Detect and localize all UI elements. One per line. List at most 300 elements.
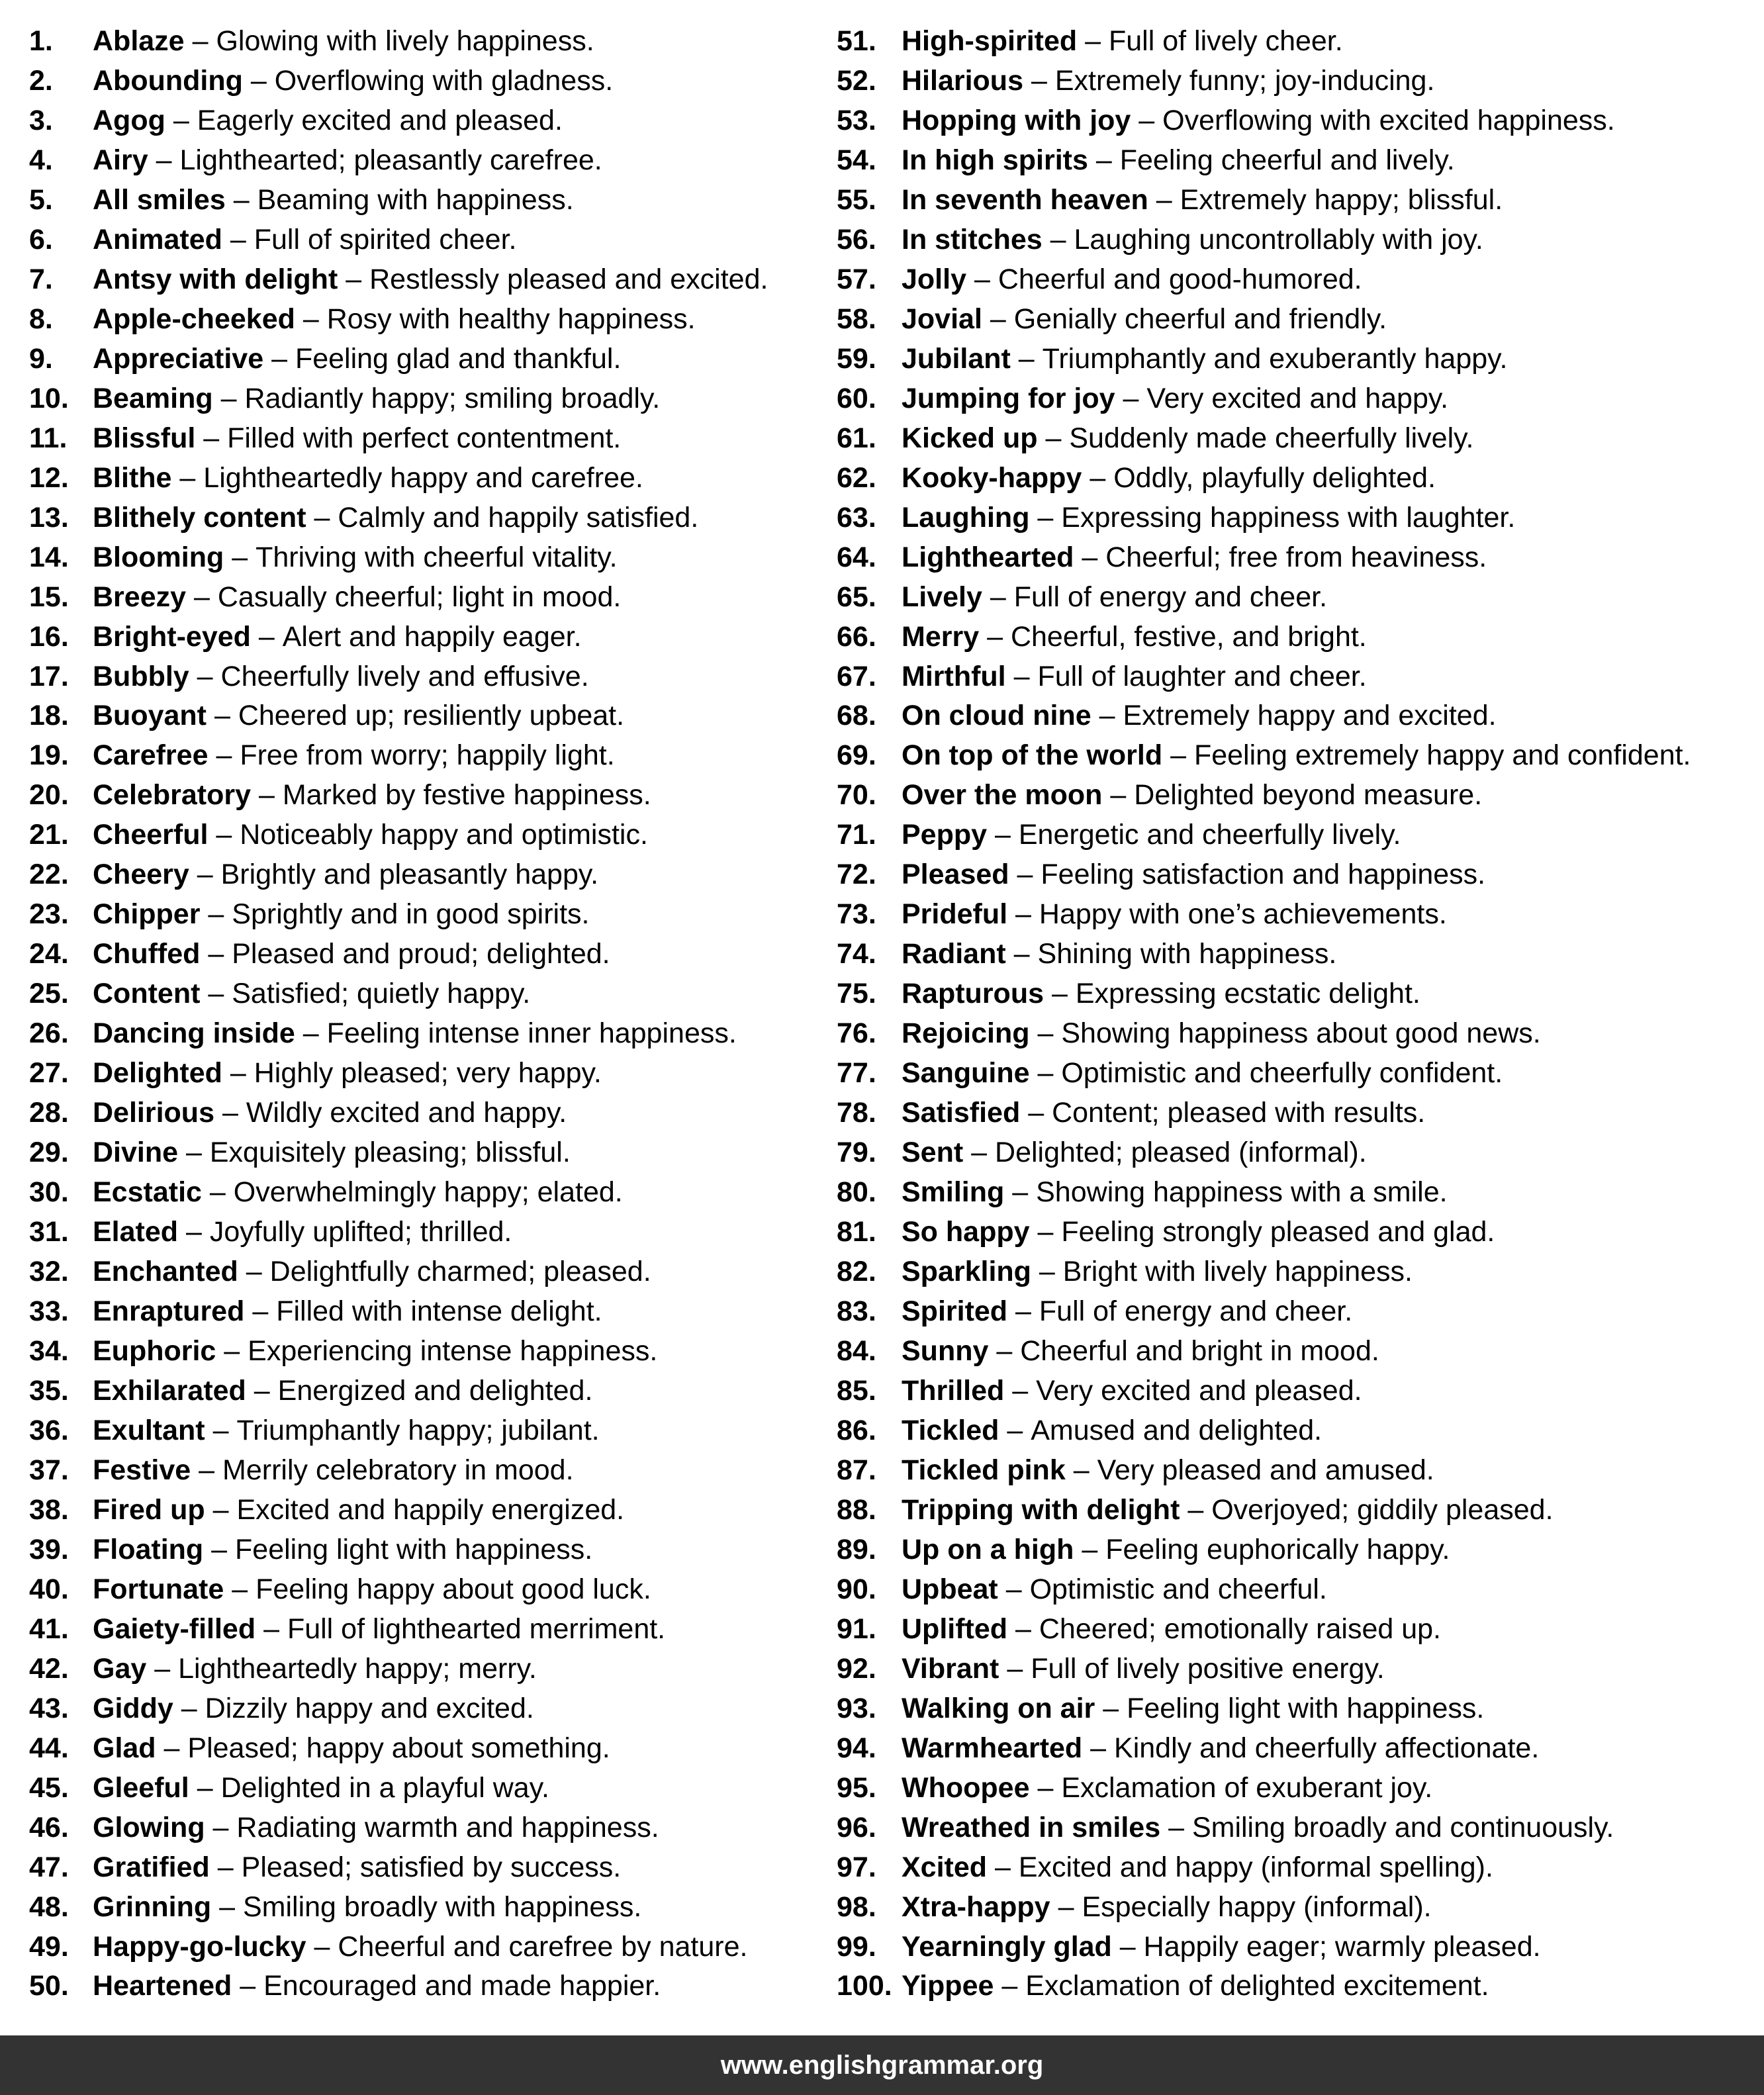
- item-number: 7.: [29, 263, 53, 295]
- item-number: 30.: [29, 1176, 69, 1209]
- item-number: 95.: [837, 1771, 876, 1804]
- item-definition: Full of lighthearted merriment.: [287, 1612, 666, 1645]
- item-separator: –: [230, 223, 246, 256]
- item-number: 8.: [29, 303, 53, 335]
- item-number: 92.: [837, 1652, 876, 1685]
- list-item: [837, 1134, 1691, 1174]
- item-separator: –: [271, 342, 287, 375]
- list-item: [837, 1809, 1691, 1849]
- item-term: Tripping with delight: [902, 1493, 1180, 1526]
- item-definition: Extremely funny; joy-inducing.: [1054, 64, 1435, 97]
- item-number: 24.: [29, 938, 69, 970]
- item-definition: Thriving with cheerful vitality.: [255, 541, 618, 573]
- item-number: 19.: [29, 739, 69, 772]
- item-term: Lighthearted: [902, 541, 1074, 573]
- item-separator: –: [209, 1176, 226, 1209]
- item-number: 94.: [837, 1732, 876, 1764]
- list-item: [837, 62, 1691, 102]
- list-item: [837, 221, 1691, 261]
- item-separator: –: [240, 1970, 256, 2002]
- list-item: [837, 935, 1691, 975]
- item-number: 81.: [837, 1216, 876, 1248]
- item-separator: –: [246, 1256, 262, 1288]
- item-term: Gaiety-filled: [93, 1612, 256, 1645]
- item-separator: –: [974, 263, 990, 295]
- item-term: Warmhearted: [902, 1732, 1083, 1764]
- item-term: Exhilarated: [93, 1374, 246, 1407]
- item-separator: –: [197, 660, 213, 692]
- footer-website-url: www.englishgrammar.org: [720, 2050, 1044, 2080]
- item-number: 98.: [837, 1890, 876, 1923]
- item-term: Jumping for joy: [902, 382, 1115, 414]
- item-separator: –: [179, 461, 196, 494]
- list-item: [29, 1134, 768, 1174]
- item-separator: –: [1017, 859, 1033, 891]
- list-item: [29, 579, 768, 618]
- item-separator: –: [186, 1137, 202, 1169]
- list-item: [29, 1809, 768, 1849]
- item-term: On cloud nine: [902, 700, 1091, 732]
- item-number: 31.: [29, 1216, 69, 1248]
- item-separator: –: [211, 1533, 228, 1565]
- item-separator: –: [990, 303, 1006, 335]
- item-term: Blithely content: [93, 501, 306, 534]
- item-number: 33.: [29, 1295, 69, 1327]
- list-item: [29, 1769, 768, 1809]
- item-term: On top of the world: [902, 739, 1163, 772]
- item-separator: –: [217, 1851, 234, 1883]
- list-item: [29, 816, 768, 856]
- item-term: Xcited: [902, 1851, 988, 1883]
- list-item: [837, 1372, 1691, 1412]
- item-term: Gleeful: [93, 1771, 189, 1804]
- item-definition: Cheerfully lively and effusive.: [220, 660, 589, 692]
- item-number: 49.: [29, 1930, 69, 1963]
- list-item: [29, 1174, 768, 1213]
- item-number: 50.: [29, 1970, 69, 2002]
- list-item: [29, 62, 768, 102]
- item-definition: Expressing ecstatic delight.: [1075, 978, 1420, 1010]
- item-separator: –: [1015, 1295, 1031, 1327]
- item-separator: –: [220, 382, 237, 414]
- item-term: In high spirits: [902, 144, 1088, 176]
- list-item: [29, 1491, 768, 1531]
- list-item: [837, 975, 1691, 1015]
- item-definition: Feeling intense inner happiness.: [326, 1017, 737, 1050]
- item-separator: –: [1012, 1374, 1029, 1407]
- list-item: [837, 1054, 1691, 1094]
- item-separator: –: [1012, 1176, 1029, 1209]
- item-definition: Pleased and proud; delighted.: [232, 938, 610, 970]
- item-definition: Pleased; happy about something.: [187, 1732, 610, 1764]
- item-term: Glad: [93, 1732, 156, 1764]
- item-number: 2.: [29, 64, 53, 97]
- item-term: Walking on air: [902, 1692, 1095, 1724]
- item-definition: Extremely happy and excited.: [1123, 700, 1497, 732]
- list-item: [29, 618, 768, 658]
- item-definition: Genially cheerful and friendly.: [1013, 303, 1387, 335]
- item-definition: Smiling broadly and continuously.: [1191, 1811, 1614, 1843]
- list-item: [29, 23, 768, 62]
- list-item: [837, 380, 1691, 420]
- item-definition: Overwhelmingly happy; elated.: [233, 1176, 623, 1209]
- item-number: 16.: [29, 620, 69, 653]
- list-item: [837, 23, 1691, 62]
- item-term: Festive: [93, 1454, 191, 1486]
- list-item: [29, 856, 768, 896]
- item-term: Enraptured: [93, 1295, 245, 1327]
- item-definition: Lightheartedly happy; merry.: [178, 1652, 537, 1685]
- item-separator: –: [219, 1890, 236, 1923]
- item-number: 99.: [837, 1930, 876, 1963]
- item-number: 85.: [837, 1374, 876, 1407]
- item-separator: –: [1018, 342, 1035, 375]
- item-separator: –: [1015, 1612, 1031, 1645]
- item-separator: –: [199, 1454, 215, 1486]
- list-item: [837, 1332, 1691, 1372]
- item-separator: –: [995, 1851, 1011, 1883]
- item-definition: Triumphantly and exuberantly happy.: [1042, 342, 1508, 375]
- list-item: [837, 1849, 1691, 1888]
- item-term: Carefree: [93, 739, 209, 772]
- item-definition: Full of energy and cheer.: [1013, 581, 1328, 613]
- item-separator: –: [1090, 461, 1106, 494]
- item-definition: Excited and happily energized.: [236, 1493, 625, 1526]
- item-definition: Showing happiness with a smile.: [1036, 1176, 1448, 1209]
- item-term: Cheery: [93, 859, 189, 891]
- item-separator: –: [1082, 1533, 1098, 1565]
- item-term: Sanguine: [902, 1057, 1030, 1090]
- item-term: Giddy: [93, 1692, 173, 1724]
- item-separator: –: [224, 1334, 240, 1367]
- item-definition: Glowing with lively happiness.: [216, 25, 594, 57]
- list-item: [837, 1690, 1691, 1730]
- list-item: [29, 1531, 768, 1571]
- item-number: 83.: [837, 1295, 876, 1327]
- item-definition: Highly pleased; very happy.: [254, 1057, 602, 1090]
- item-separator: –: [222, 1097, 238, 1129]
- list-item: [837, 1094, 1691, 1134]
- item-separator: –: [208, 938, 224, 970]
- item-separator: –: [1007, 1652, 1023, 1685]
- item-definition: Dizzily happy and excited.: [205, 1692, 534, 1724]
- item-term: Beaming: [93, 382, 213, 414]
- item-definition: Exquisitely pleasing; blissful.: [209, 1137, 571, 1169]
- item-separator: –: [212, 1811, 229, 1843]
- item-definition: Beaming with happiness.: [257, 183, 574, 216]
- item-separator: –: [214, 700, 230, 732]
- item-definition: Delighted beyond measure.: [1134, 779, 1483, 812]
- item-number: 91.: [837, 1612, 876, 1645]
- item-separator: –: [1045, 422, 1062, 454]
- list-item: [837, 1888, 1691, 1928]
- item-separator: –: [1095, 144, 1112, 176]
- list-item: [837, 1928, 1691, 1968]
- item-term: Bright-eyed: [93, 620, 251, 653]
- item-number: 89.: [837, 1533, 876, 1565]
- list-item: [29, 1332, 768, 1372]
- item-definition: Cheered up; resiliently upbeat.: [238, 700, 625, 732]
- item-separator: –: [1013, 660, 1030, 692]
- item-number: 45.: [29, 1771, 69, 1804]
- item-definition: Feeling strongly pleased and glad.: [1061, 1216, 1495, 1248]
- item-number: 41.: [29, 1612, 69, 1645]
- item-separator: –: [1082, 541, 1098, 573]
- item-definition: Radiating warmth and happiness.: [236, 1811, 659, 1843]
- item-number: 67.: [837, 660, 876, 692]
- item-number: 61.: [837, 422, 876, 454]
- item-separator: –: [230, 1057, 246, 1090]
- item-number: 36.: [29, 1414, 69, 1446]
- item-number: 48.: [29, 1890, 69, 1923]
- list-item: [837, 737, 1691, 776]
- list-item: [837, 1015, 1691, 1054]
- item-number: 34.: [29, 1334, 69, 1367]
- item-separator: –: [1051, 978, 1068, 1010]
- item-term: Jubilant: [902, 342, 1011, 375]
- list-item: [837, 539, 1691, 579]
- item-term: Fortunate: [93, 1573, 224, 1605]
- list-item: [29, 1412, 768, 1452]
- item-number: 87.: [837, 1454, 876, 1486]
- item-separator: –: [1138, 104, 1155, 136]
- item-definition: Shining with happiness.: [1037, 938, 1337, 970]
- item-term: Appreciative: [93, 342, 264, 375]
- item-separator: –: [1007, 1414, 1023, 1446]
- item-term: Rapturous: [902, 978, 1044, 1010]
- item-term: Wreathed in smiles: [902, 1811, 1161, 1843]
- list-item: [29, 737, 768, 776]
- item-term: Abounding: [93, 64, 243, 97]
- item-term: Antsy with delight: [93, 263, 338, 295]
- item-definition: Alert and happily eager.: [282, 620, 582, 653]
- list-item: [29, 499, 768, 539]
- list-item: [29, 142, 768, 181]
- item-term: Pleased: [902, 859, 1009, 891]
- item-separator: –: [250, 64, 267, 97]
- list-item: [837, 1452, 1691, 1491]
- item-definition: Bright with lively happiness.: [1062, 1256, 1413, 1288]
- item-definition: Especially happy (informal).: [1082, 1890, 1432, 1923]
- item-number: 97.: [837, 1851, 876, 1883]
- list-item: [837, 1571, 1691, 1610]
- item-term: Jolly: [902, 263, 966, 295]
- list-item: [837, 1293, 1691, 1332]
- item-separator: –: [346, 263, 362, 295]
- item-separator: –: [216, 739, 232, 772]
- list-item: [29, 420, 768, 459]
- item-definition: Energetic and cheerfully lively.: [1018, 819, 1401, 851]
- item-definition: Feeling light with happiness.: [235, 1533, 593, 1565]
- item-term: Chipper: [93, 898, 201, 931]
- item-separator: –: [1073, 1454, 1090, 1486]
- list-item: [837, 499, 1691, 539]
- item-term: Animated: [93, 223, 222, 256]
- item-number: 22.: [29, 859, 69, 891]
- item-term: High-spirited: [902, 25, 1078, 57]
- item-separator: –: [233, 183, 250, 216]
- list-item: [837, 816, 1691, 856]
- item-term: Over the moon: [902, 779, 1103, 812]
- item-definition: Exclamation of exuberant joy.: [1061, 1771, 1433, 1804]
- item-number: 71.: [837, 819, 876, 851]
- item-term: Floating: [93, 1533, 204, 1565]
- item-term: In seventh heaven: [902, 183, 1148, 216]
- item-separator: –: [156, 144, 172, 176]
- item-number: 38.: [29, 1493, 69, 1526]
- item-definition: Calmly and happily satisfied.: [338, 501, 699, 534]
- item-term: Delighted: [93, 1057, 222, 1090]
- item-definition: Suddenly made cheerfully lively.: [1069, 422, 1474, 454]
- item-term: Satisfied: [902, 1097, 1021, 1129]
- item-definition: Noticeably happy and optimistic.: [240, 819, 648, 851]
- item-separator: –: [192, 25, 209, 57]
- list-item: [29, 459, 768, 499]
- list-item: [837, 579, 1691, 618]
- item-definition: Full of laughter and cheer.: [1037, 660, 1367, 692]
- item-definition: Cheerful and bright in mood.: [1020, 1334, 1379, 1367]
- item-term: In stitches: [902, 223, 1043, 256]
- item-number: 93.: [837, 1692, 876, 1724]
- item-separator: –: [1058, 1890, 1074, 1923]
- item-number: 42.: [29, 1652, 69, 1685]
- item-term: Gratified: [93, 1851, 210, 1883]
- item-number: 65.: [837, 581, 876, 613]
- footer-bar: [0, 2035, 1764, 2095]
- word-list-column-1: [29, 23, 768, 2007]
- item-number: 77.: [837, 1057, 876, 1090]
- list-item: [29, 1690, 768, 1730]
- item-separator: –: [1170, 739, 1186, 772]
- item-definition: Experiencing intense happiness.: [248, 1334, 658, 1367]
- item-separator: –: [987, 620, 1003, 653]
- item-definition: Feeling happy about good luck.: [255, 1573, 651, 1605]
- item-separator: –: [208, 978, 224, 1010]
- list-item: [837, 102, 1691, 142]
- item-number: 70.: [837, 779, 876, 812]
- item-definition: Delightfully charmed; pleased.: [269, 1256, 651, 1288]
- item-term: Gay: [93, 1652, 147, 1685]
- list-item: [29, 658, 768, 698]
- item-term: Enchanted: [93, 1256, 238, 1288]
- item-number: 27.: [29, 1057, 69, 1090]
- list-item: [837, 1610, 1691, 1650]
- item-term: Jovial: [902, 303, 982, 335]
- item-term: Glowing: [93, 1811, 205, 1843]
- list-item: [29, 1730, 768, 1769]
- item-separator: –: [193, 581, 210, 613]
- item-number: 25.: [29, 978, 69, 1010]
- item-definition: Feeling cheerful and lively.: [1119, 144, 1455, 176]
- item-number: 56.: [837, 223, 876, 256]
- list-item: [837, 856, 1691, 896]
- item-number: 44.: [29, 1732, 69, 1764]
- item-number: 26.: [29, 1017, 69, 1050]
- list-item: [837, 181, 1691, 221]
- item-term: Upbeat: [902, 1573, 998, 1605]
- item-separator: –: [212, 1414, 229, 1446]
- item-separator: –: [258, 779, 275, 812]
- item-number: 10.: [29, 382, 69, 414]
- item-separator: –: [302, 303, 319, 335]
- item-definition: Feeling glad and thankful.: [295, 342, 622, 375]
- item-number: 72.: [837, 859, 876, 891]
- item-number: 21.: [29, 819, 69, 851]
- item-separator: –: [1123, 382, 1139, 414]
- item-definition: Encouraged and made happier.: [263, 1970, 661, 2002]
- list-item: [837, 658, 1691, 698]
- item-term: Euphoric: [93, 1334, 216, 1367]
- item-definition: Optimistic and cheerfully confident.: [1061, 1057, 1503, 1090]
- list-item: [29, 380, 768, 420]
- item-number: 62.: [837, 461, 876, 494]
- list-item: [837, 896, 1691, 935]
- item-separator: –: [232, 1573, 248, 1605]
- list-item: [837, 301, 1691, 340]
- item-separator: –: [263, 1612, 279, 1645]
- item-separator: –: [208, 898, 224, 931]
- item-definition: Casually cheerful; light in mood.: [217, 581, 622, 613]
- list-item: [837, 1967, 1691, 2007]
- item-definition: Lighthearted; pleasantly carefree.: [179, 144, 602, 176]
- item-number: 43.: [29, 1692, 69, 1724]
- item-definition: Feeling light with happiness.: [1127, 1692, 1485, 1724]
- item-number: 78.: [837, 1097, 876, 1129]
- item-definition: Delighted; pleased (informal).: [995, 1137, 1367, 1169]
- list-item: [29, 975, 768, 1015]
- item-number: 11.: [29, 422, 68, 454]
- list-item: [837, 776, 1691, 816]
- list-item: [29, 1571, 768, 1610]
- item-number: 35.: [29, 1374, 69, 1407]
- item-term: Dancing inside: [93, 1017, 295, 1050]
- item-definition: Filled with intense delight.: [276, 1295, 602, 1327]
- item-term: Blithe: [93, 461, 172, 494]
- item-definition: Laughing uncontrollably with joy.: [1074, 223, 1483, 256]
- item-separator: –: [186, 1216, 202, 1248]
- item-number: 60.: [837, 382, 876, 414]
- item-separator: –: [173, 104, 189, 136]
- item-separator: –: [1028, 1097, 1044, 1129]
- item-number: 29.: [29, 1137, 69, 1169]
- item-separator: –: [258, 620, 275, 653]
- item-number: 14.: [29, 541, 69, 573]
- list-item: [837, 1531, 1691, 1571]
- list-item: [837, 1412, 1691, 1452]
- item-term: So happy: [902, 1216, 1030, 1248]
- item-term: Lively: [902, 581, 982, 613]
- item-separator: –: [1090, 1732, 1107, 1764]
- item-separator: –: [971, 1137, 988, 1169]
- item-term: Elated: [93, 1216, 179, 1248]
- item-separator: –: [1037, 1057, 1054, 1090]
- item-definition: Merrily celebratory in mood.: [222, 1454, 574, 1486]
- item-definition: Delighted in a playful way.: [220, 1771, 549, 1804]
- item-term: Up on a high: [902, 1533, 1074, 1565]
- list-item: [29, 1610, 768, 1650]
- item-number: 100.: [837, 1970, 892, 2002]
- item-definition: Kindly and cheerfully affectionate.: [1114, 1732, 1540, 1764]
- item-definition: Amused and delighted.: [1031, 1414, 1323, 1446]
- list-item: [29, 340, 768, 380]
- item-number: 66.: [837, 620, 876, 653]
- item-term: Cheerful: [93, 819, 209, 851]
- item-separator: –: [1037, 1017, 1054, 1050]
- list-item: [837, 1769, 1691, 1809]
- list-item: [29, 102, 768, 142]
- item-definition: Feeling satisfaction and happiness.: [1041, 859, 1486, 891]
- item-term: Hopping with joy: [902, 104, 1131, 136]
